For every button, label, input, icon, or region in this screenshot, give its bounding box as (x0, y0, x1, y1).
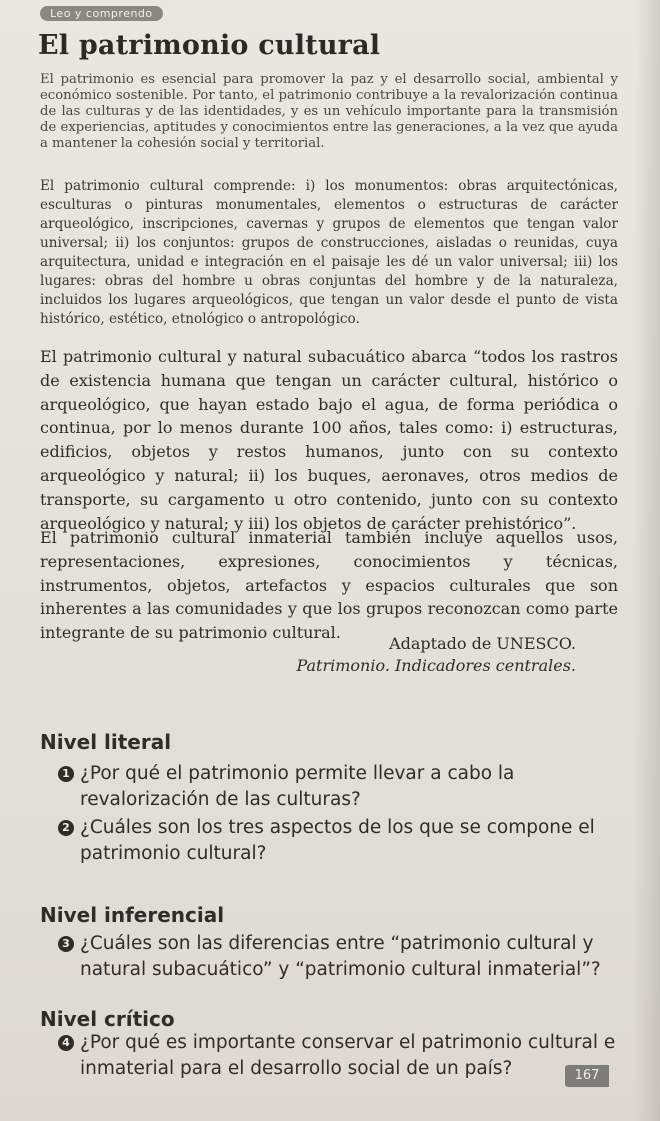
paragraph-intangible: El patrimonio cultural inmaterial también incluye aquellos usos, representaciones, expresiones, conocimientos y técnicas, instrumentos, objetos, artefactos y espacios culturales que son inherentes a las comunidades y que los grupos reconozcan como parte integrante de su patrimonio cultural. (40, 528, 618, 643)
question-number-badge: 1 (58, 766, 74, 782)
paragraph-components: El patrimonio cultural comprende: i) los monumentos: obras arquitectónicas, esculturas o pinturas monumentales, elementos o estructuras de carácter arqueológico, inscripciones, cavernas y grupos de elementos que tengan valor universal; ii) los conjuntos: grupos de construcciones, aisladas o reunidas, cuya arquitectura, unidad e integración en el paisaje les dé un valor universal; iii) los lugares: obras del hombre u obras conjuntas del hombre y de la naturaleza, incluidos los lugares arqueológicos, que tengan un valor desde el punto de vista histórico, estético, etnológico o antropológico. (40, 178, 618, 327)
source-citation: Adaptado de UNESCO. (389, 634, 576, 653)
level-heading-inferential: Nivel inferencial (40, 903, 225, 927)
paragraph-underwater: El patrimonio cultural y natural subacuático abarca “todos los rastros de existencia humana que tengan un carácter cultural, histórico o arqueológico, que hayan estado bajo el agua, de forma periódica o continua, por lo menos durante 100 años, tales como: i) estructuras, edificios, objetos y restos humanos, junto con su contexto arqueológico y natural; ii) los buques, aeronaves, otros medios de transporte, su cargamento u otro contenido, junto con su contexto arqueológico y natural; y iii) los objetos de carácter prehistórico”. (40, 347, 618, 533)
question-1 (58, 761, 618, 813)
question-text: ¿Por qué es importante conservar el patrimonio cultural e inmaterial para el desarrollo social de un país? (80, 1032, 616, 1079)
question-number-badge: 4 (58, 1035, 74, 1051)
page-title: El patrimonio cultural (38, 30, 381, 61)
question-text: ¿Cuáles son los tres aspectos de los que se compone el patrimonio cultural? (80, 817, 595, 864)
source-title: Patrimonio. Indicadores centrales. (296, 656, 576, 675)
question-number-badge: 2 (58, 820, 74, 836)
page-edge-shadow (634, 0, 660, 1121)
paragraph-intro: El patrimonio es esencial para promover la paz y el desarrollo social, ambiental y económico sostenible. Por tanto, el patrimonio contribuye a la revalorización continua de las culturas y de las identidades, y es un vehículo importante para la transmisión de experiencias, aptitudes y conocimientos entre las generaciones, a la vez que ayuda a mantener la cohesión social y territorial. (40, 72, 618, 151)
section-label: Leo y comprendo (40, 6, 163, 21)
question-3 (58, 931, 618, 983)
level-heading-literal: Nivel literal (40, 730, 172, 754)
level-heading-critical: Nivel crítico (40, 1007, 175, 1031)
question-number-badge: 3 (58, 936, 74, 952)
question-2 (58, 815, 618, 867)
page-number: 167 (565, 1065, 609, 1087)
question-text: ¿Cuáles son las diferencias entre “patrimonio cultural y natural subacuático” y “patrimonio cultural inmaterial”? (80, 933, 601, 980)
question-text: ¿Por qué el patrimonio permite llevar a cabo la revalorización de las culturas? (80, 763, 515, 810)
question-4 (58, 1030, 618, 1082)
